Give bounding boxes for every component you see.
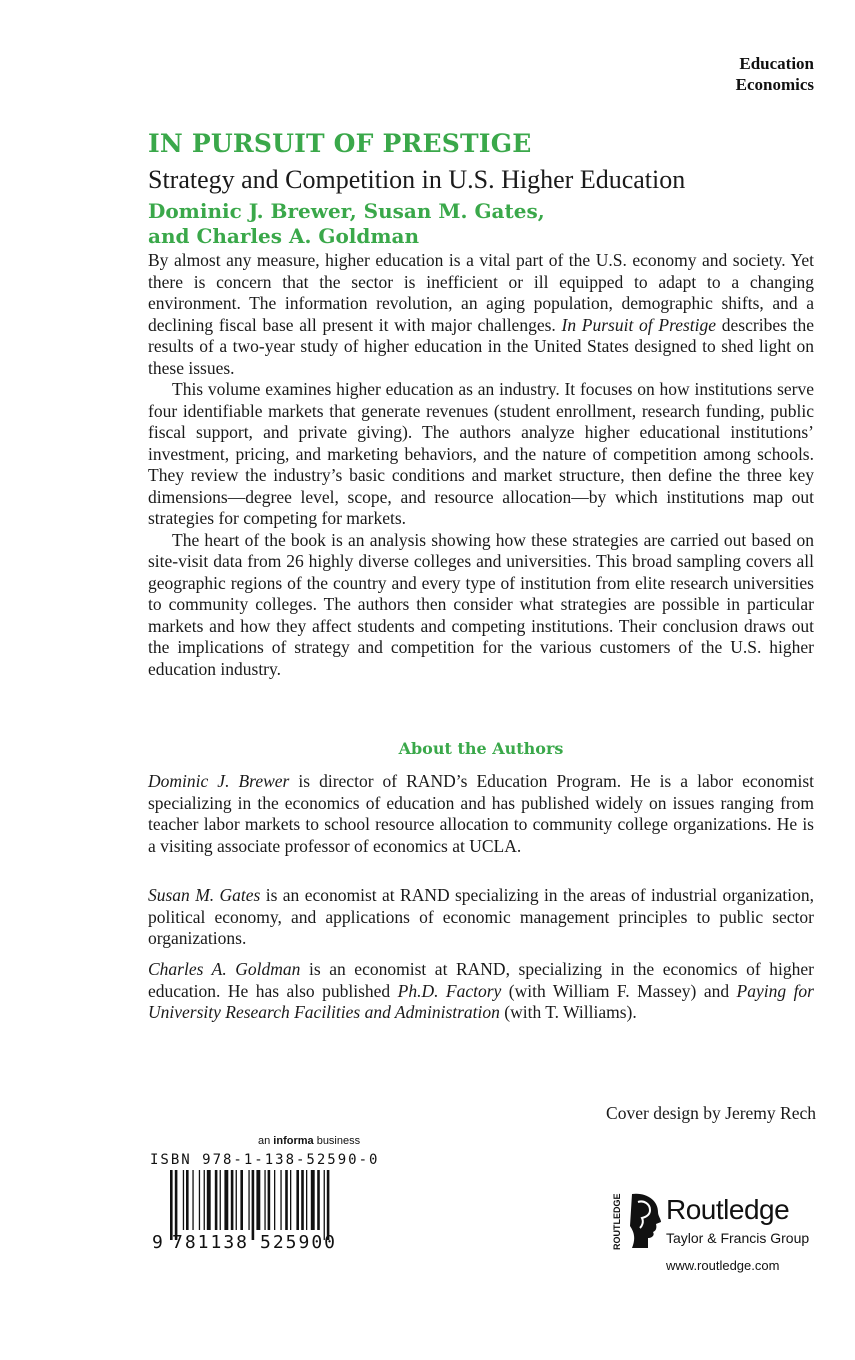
bio-goldman-name: Charles A. Goldman [148,959,301,979]
barcode-bar [207,1170,211,1230]
barcode-bar [290,1170,291,1230]
barcode-bar [183,1170,184,1230]
barcode-digits-left: 781138 [172,1232,250,1250]
profile-head-icon [628,1192,662,1250]
barcode-bar [296,1170,299,1230]
barcode-bar [231,1170,234,1230]
category-line-2: Economics [735,75,814,94]
barcode-bar [317,1170,320,1230]
barcode-bar [192,1170,193,1230]
description-paragraph-1: By almost any measure, higher education is a vital part of the U.S. economy and society. Yet there is concern that the sector is inefficient or ill equipped to adapt to a changing environment. The information revolution, an aging population, demographic shifts, and a declining fiscal base all present it with major challenges. In Pursuit of Prestige describes the results of a two-year study of higher education in the United States designed to shed light on these issues. [148,250,814,378]
book-authors [148,199,545,249]
barcode-bar [327,1170,330,1240]
routledge-logo [612,1192,822,1252]
informa-business-label: an informa business [258,1135,361,1147]
cover-credit: Cover design by Jeremy Rech [606,1103,816,1123]
barcode-bar [268,1170,271,1230]
barcode-digits-right: 525900 [260,1232,338,1250]
book-subtitle: Strategy and Competition in U.S. Higher Education [148,165,686,194]
routledge-vertical-wordmark: ROUTLEDGE [612,1193,622,1250]
bio-gates-name: Susan M. Gates [148,885,261,905]
book-title: IN PURSUIT OF PRESTIGE [148,129,532,158]
barcode-bar [175,1170,178,1240]
description [148,250,814,680]
barcode-bar [204,1170,205,1230]
barcode-bar [252,1170,255,1240]
barcode-bar [186,1170,189,1230]
barcode-bar [301,1170,304,1230]
bio-goldman: Charles A. Goldman is an economist at RAND, specializing in the economics of higher education. He has also published Ph.D. Factory (with William F. Massey) and Paying for University Research Facilities and Administration (with T. Williams). [148,959,815,1022]
bio-gates: Susan M. Gates is an economist at RAND specializing in the areas of industrial organization, political economy, and applications of economic management principles to public sector organizations. [148,885,814,948]
barcode-digit-lead: 9 [152,1232,163,1250]
barcode-bar [248,1170,249,1230]
bio-brewer-name: Dominic J. Brewer [148,771,290,791]
barcode-bar [256,1170,260,1230]
barcode-bar [264,1170,265,1230]
barcode-bar [280,1170,281,1230]
barcode-bars [170,1170,329,1240]
description-paragraph-2: This volume examines higher education as an industry. It focuses on how institutions serve four identifiable markets that generate revenues (student enrollment, research funding, public fiscal support, and private giving). The authors analyze higher educational institutions’ investment, pricing, and marketing behaviors, and the nature of competition among schools. They review the industry’s basic conditions and market structure, then define the three key dimensions—degree level, scope, and resource allocation—by which institutions map out strategies for competing for markets. [148,379,814,528]
barcode-bar [224,1170,228,1230]
taylor-francis-group: Taylor & Francis Group [666,1230,810,1246]
about-authors-heading: About the Authors [398,739,564,758]
category-line-1: Education [739,54,814,73]
isbn-text: ISBN 978-1-138-52590-0 [150,1152,380,1168]
category-label [736,53,814,95]
publisher-url: www.routledge.com [666,1258,780,1273]
barcode-bar [240,1170,243,1230]
routledge-wordmark: Routledge [666,1194,790,1225]
barcode-bar [306,1170,307,1230]
barcode-bar [311,1170,315,1230]
book-phd-factory: Ph.D. Factory [397,980,502,1001]
barcode-bar [236,1170,237,1230]
barcode-bar [220,1170,221,1230]
bio-brewer: Dominic J. Brewer is director of RAND’s Education Program. He is a labor economist specializing in the economics of education and has published widely on issues ranging from teacher labor markets to school resource allocation to community college organizations. He is a visiting associate professor of economics at UCLA. [148,771,815,856]
barcode-bar [215,1170,218,1230]
barcode-bar [170,1170,173,1240]
authors-line-2: and Charles A. Goldman [148,224,420,248]
barcode-bar [285,1170,288,1230]
book-paying-for-research: Paying for University Research Facilities and Administration [148,980,814,1022]
barcode-bar [274,1170,275,1230]
authors-line-1: Dominic J. Brewer, Susan M. Gates, [148,199,545,223]
barcode-bar [324,1170,325,1240]
isbn-barcode [148,1170,363,1250]
barcode-bar [199,1170,200,1230]
description-paragraph-3: The heart of the book is an analysis showing how these strategies are carried out based on site-visit data from 26 highly diverse colleges and universities. This broad sampling covers all geographic regions of the country and every type of institution from elite research universities to community colleges. The authors then consider what strategies are possible in particular markets and how they affect students and competing institutions. Their conclusion draws out the implications of strategy and competition for the various customers of the U.S. higher education industry. [148,529,814,679]
book-title-italic: In Pursuit of Prestige [561,314,717,335]
